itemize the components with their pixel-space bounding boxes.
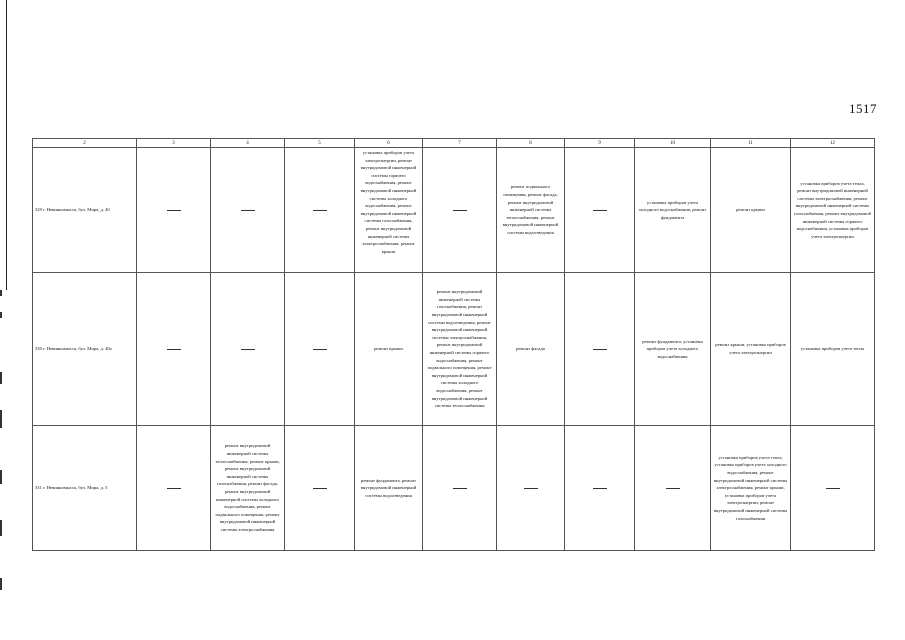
column-header: 6 [355,139,423,148]
repair-program-table [32,138,875,551]
work-cell: ремонт подвального помещения, ремонт фасада, ремонт внутридомовой инженерной системы теплоснабжения, ремонт внутридомовой инженерной системы водоотведения [497,148,565,273]
table-row [33,426,875,551]
address-text: г. Невинномысск, бул. Мира, д. 40 [43,207,110,213]
column-header: 3 [137,139,211,148]
scan-margin-marks [0,0,6,640]
empty-cell-dash [423,426,497,551]
dash-mark [666,488,680,489]
empty-cell-dash [791,426,875,551]
row-number: 331 [35,485,42,491]
row-number: 330 [35,346,42,352]
dash-mark [524,488,538,489]
empty-cell-dash [137,148,211,273]
work-cell: установка приборов учета тепла [791,273,875,426]
work-cell: установка приборов учета тепла, установка приборов учета холодного водоснабжения, ремонт внутридомовой инженерной системы электроснабжения, ремонт крыши, установка приборов учета электроэнергии, ремонт внутридомовой инженерной системы газоснабжения [711,426,791,551]
empty-cell-dash [565,426,635,551]
column-numbers-row [33,139,875,148]
dash-mark [167,349,181,350]
dash-mark [241,210,255,211]
empty-cell-dash [635,426,711,551]
address-text: г. Невинномысск, бул. Мира, д. 40а [43,346,112,352]
dash-mark [313,349,327,350]
page-number: 1517 [849,101,877,116]
column-header: 12 [791,139,875,148]
dash-mark [313,210,327,211]
work-cell: ремонт внутридомовой инженерной системы теплоснабжения, ремонт крыши, ремонт внутридомовой инженерной системы газоснабжения, ремонт фасада, ремонт внутридомовой инженерной системы холодного водоснабжения, ремонт подвального помещения, ремонт внутридомовой инженерной системы электроснабжения [211,426,285,551]
dash-mark [593,488,607,489]
dash-mark [593,349,607,350]
dash-mark [241,349,255,350]
empty-cell-dash [211,273,285,426]
empty-cell-dash [497,426,565,551]
empty-cell-dash [285,273,355,426]
address-cell [33,273,137,426]
dash-mark [453,210,467,211]
table-row [33,148,875,273]
work-cell: установка приборов учета электроэнергии, ремонт внутридомовой инженерной системы горячего водоснабжения, ремонт внутридомовой инженерной системы холодного водоснабжения, ремонт внутридомовой инженерной системы газоснабжения, ремонт внутридомовой инженерной системы электроснабжения, ремонт крыши [355,148,423,273]
dash-mark [593,210,607,211]
column-header: 7 [423,139,497,148]
work-cell: ремонт крыши [711,148,791,273]
address-cell [33,148,137,273]
empty-cell-dash [565,148,635,273]
address-cell [33,426,137,551]
column-header: 9 [565,139,635,148]
empty-cell-dash [285,426,355,551]
work-cell: ремонт внутридомовой инженерной системы газоснабжения, ремонт внутридомовой инженерной системы водоотведения, ремонт внутридомовой инженерной системы электроснабжения, ремонт внутридомовой инженерной системы горячего водоснабжения, ремонт подвального помещения, ремонт внутридомовой инженерной системы холодного водоснабжения, ремонт внутридомовой инженерной системы теплоснабжения [423,273,497,426]
table-row [33,273,875,426]
empty-cell-dash [423,148,497,273]
work-cell: ремонт фасада [497,273,565,426]
work-cell: ремонт фундамента, установка приборов учета холодного водоснабжения [635,273,711,426]
column-header: 5 [285,139,355,148]
empty-cell-dash [137,426,211,551]
empty-cell-dash [285,148,355,273]
dash-mark [453,488,467,489]
address-text: г. Невинномысск, бул. Мира, д. 5 [43,485,108,491]
work-cell: установка приборов учета тепла, ремонт внутридомовой инженерной системы электроснабжения, ремонт внутридомовой инженерной системы газоснабжения, ремонт внутридомовой инженерной системы горячего водоснабжения, установка приборов учета электроэнергии [791,148,875,273]
work-cell: ремонт крыши, установка приборов учета электроэнергии [711,273,791,426]
dash-mark [167,210,181,211]
scan-edge-line [6,0,7,290]
dash-mark [826,488,840,489]
empty-cell-dash [565,273,635,426]
work-cell: установка приборов учета холодного водоснабжения, ремонт фундамента [635,148,711,273]
column-header: 2 [33,139,137,148]
work-cell: ремонт крыши [355,273,423,426]
work-cell: ремонт фундамента, ремонт внутридомовой инженерной системы водоотведения [355,426,423,551]
empty-cell-dash [137,273,211,426]
row-number: 329 [35,207,42,213]
column-header: 4 [211,139,285,148]
dash-mark [167,488,181,489]
dash-mark [313,488,327,489]
column-header: 11 [711,139,791,148]
empty-cell-dash [211,148,285,273]
column-header: 8 [497,139,565,148]
column-header: 10 [635,139,711,148]
